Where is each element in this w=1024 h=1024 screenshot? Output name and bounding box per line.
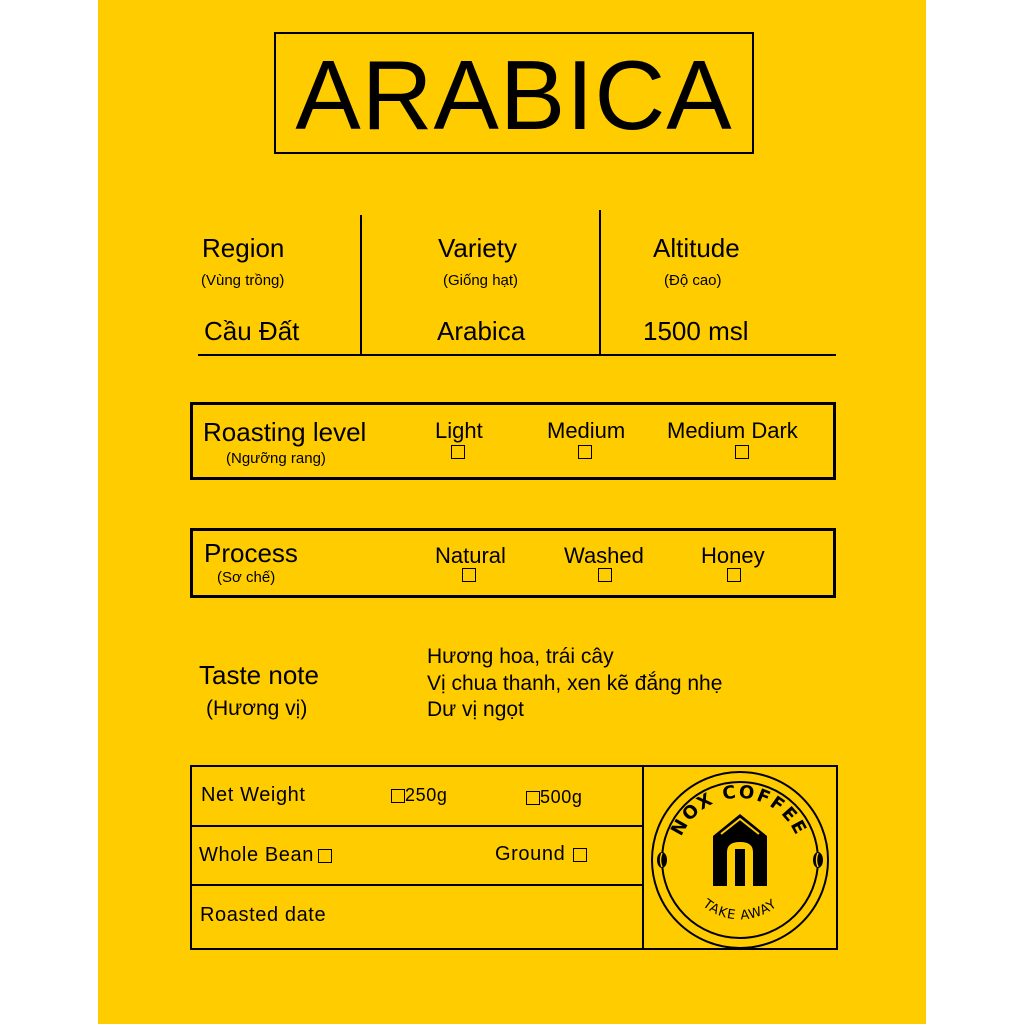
net-weight-label: Net Weight	[201, 784, 306, 806]
nox-coffee-logo	[645, 768, 835, 948]
altitude-value: 1500 msl	[643, 316, 749, 346]
ground-option[interactable]	[495, 843, 587, 865]
region-value: Cầu Đất	[204, 316, 300, 346]
coffee-bean-icon	[657, 852, 667, 868]
ground-label: Ground	[495, 843, 566, 865]
roast-medium-dark-checkbox[interactable]	[735, 445, 749, 459]
whole-bean-option[interactable]	[199, 844, 332, 866]
roasted-date-label: Roasted date	[200, 904, 327, 926]
weight-250-option[interactable]	[391, 784, 447, 806]
variety-sublabel: (Giống hạt)	[443, 272, 519, 289]
roast-medium-label: Medium	[547, 418, 626, 443]
variety-value: Arabica	[437, 316, 526, 346]
taste-notes	[427, 644, 722, 724]
process-honey-label: Honey	[701, 543, 765, 568]
roast-medium-checkbox[interactable]	[578, 445, 592, 459]
divider	[190, 825, 643, 827]
divider	[198, 354, 836, 356]
process-sublabel: (Sơ chế)	[217, 569, 276, 586]
roasting-sublabel: (Ngưỡng rang)	[226, 450, 326, 467]
variety-label: Variety	[438, 233, 517, 263]
process-natural-label: Natural	[435, 543, 506, 568]
weight-500-label: 500g	[540, 787, 583, 807]
ground-checkbox[interactable]	[573, 848, 587, 862]
weight-500-checkbox[interactable]	[526, 791, 540, 805]
region-label: Region	[202, 233, 285, 263]
taste-sublabel: (Hương vị)	[206, 697, 308, 720]
process-natural-checkbox[interactable]	[462, 568, 476, 582]
process-label: Process	[204, 538, 298, 568]
process-washed-checkbox[interactable]	[598, 568, 612, 582]
taste-label: Taste note	[199, 660, 319, 690]
weight-250-label: 250g	[405, 785, 448, 805]
divider	[190, 884, 643, 886]
product-title: ARABICA	[295, 40, 733, 150]
whole-bean-checkbox[interactable]	[318, 849, 332, 863]
roast-light-label: Light	[435, 418, 483, 443]
roasting-label: Roasting level	[203, 417, 367, 447]
roast-medium-dark-label: Medium Dark	[667, 418, 798, 443]
logo-bottom-text: TAKE AWAY	[699, 896, 781, 924]
whole-bean-label: Whole Bean	[199, 844, 314, 866]
taste-note: Dư vị ngọt	[427, 698, 524, 721]
divider	[599, 210, 601, 356]
weight-250-checkbox[interactable]	[391, 789, 405, 803]
divider	[642, 765, 644, 950]
altitude-sublabel: (Độ cao)	[664, 272, 722, 289]
altitude-label: Altitude	[653, 233, 740, 263]
roast-light-checkbox[interactable]	[451, 445, 465, 459]
taste-note: Vị chua thanh, xen kẽ đắng nhẹ	[427, 671, 723, 695]
divider	[360, 215, 362, 355]
process-washed-label: Washed	[564, 543, 644, 568]
process-honey-checkbox[interactable]	[727, 568, 741, 582]
coffee-bean-icon	[813, 852, 823, 868]
weight-500-option[interactable]	[526, 786, 582, 808]
logo-top-text: NOX COFFEE	[666, 781, 812, 840]
taste-note: Hương hoa, trái cây	[427, 645, 614, 668]
title-box	[274, 32, 754, 154]
region-sublabel: (Vùng trồng)	[201, 272, 285, 289]
house-icon	[713, 814, 767, 886]
